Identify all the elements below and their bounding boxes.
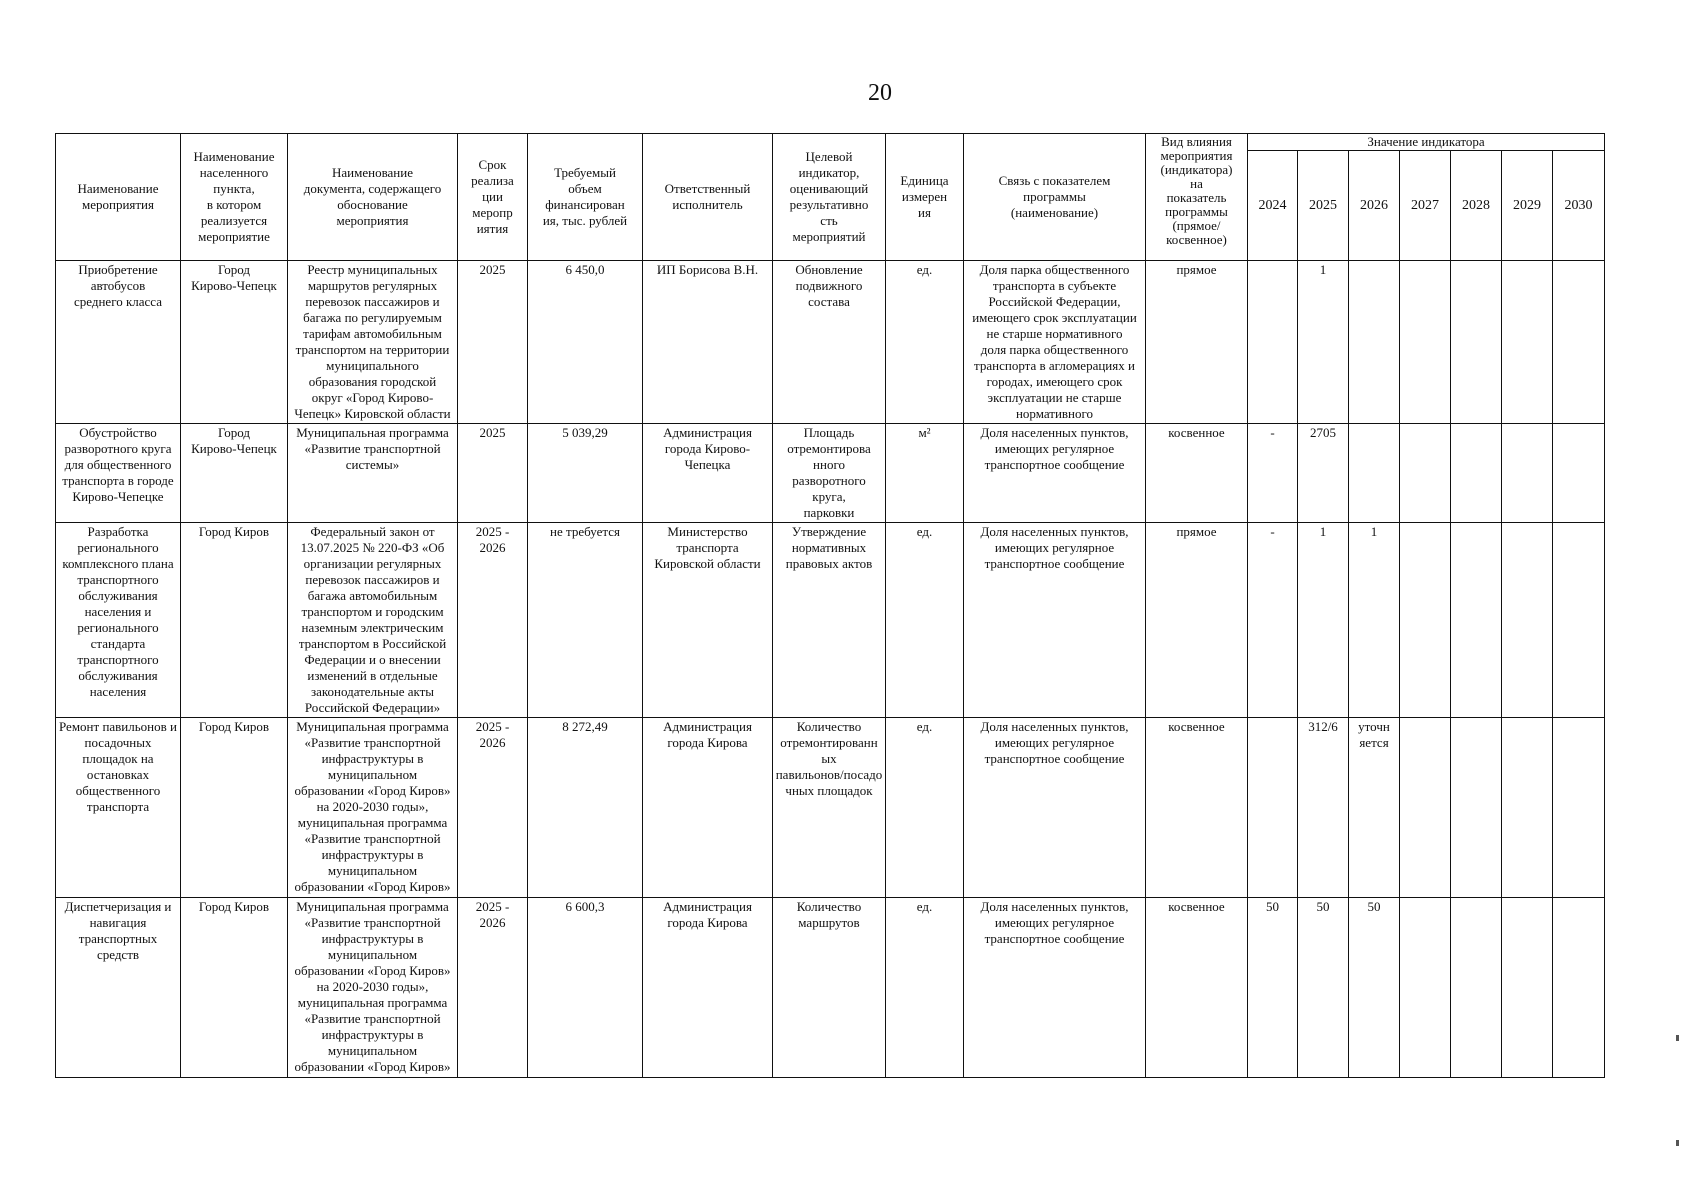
header-year-2030: 2030 xyxy=(1553,151,1605,261)
cell-term: 2025 - 2026 xyxy=(458,523,528,718)
cell-settlement: Город Киров xyxy=(181,523,288,718)
cell-event: Диспетчеризация и навигация транспортных средств xyxy=(56,898,181,1078)
table-row xyxy=(56,424,1605,523)
cell-settlement: Город Кирово-Чепецк xyxy=(181,261,288,424)
cell-value-2027 xyxy=(1400,261,1451,424)
cell-unit: ед. xyxy=(886,718,964,898)
cell-program-link: Доля населенных пунктов, имеющих регулярное транспортное сообщение xyxy=(964,898,1146,1078)
header-unit: Единица измерен ия xyxy=(886,134,964,261)
scan-margin-mark xyxy=(1676,1035,1679,1041)
cell-value-2025: 1 xyxy=(1298,261,1349,424)
cell-executor: Администрация города Кирова xyxy=(643,898,773,1078)
cell-target-indicator: Площадь отремонтирова нного разворотного круга, парковки xyxy=(773,424,886,523)
header-indicator-values: Значение индикатора xyxy=(1248,134,1605,151)
cell-influence: косвенное xyxy=(1146,424,1248,523)
cell-target-indicator: Количество отремонтированн ых павильонов/посадо чных площадок xyxy=(773,718,886,898)
cell-term: 2025 - 2026 xyxy=(458,898,528,1078)
header-document: Наименование документа, содержащего обоснование мероприятия xyxy=(288,134,458,261)
header-year-2024: 2024 xyxy=(1248,151,1298,261)
header-funding: Требуемый объем финансирован ия, тыс. рублей xyxy=(528,134,643,261)
cell-term: 2025 - 2026 xyxy=(458,718,528,898)
cell-value-2029 xyxy=(1502,424,1553,523)
cell-value-2024 xyxy=(1248,261,1298,424)
cell-unit: ед. xyxy=(886,261,964,424)
header-program-link: Связь с показателем программы (наименование) xyxy=(964,134,1146,261)
cell-value-2027 xyxy=(1400,718,1451,898)
cell-funding: 6 450,0 xyxy=(528,261,643,424)
cell-event: Обустройство разворотного круга для общественного транспорта в городе Кирово-Чепецке xyxy=(56,424,181,523)
cell-program-link: Доля населенных пунктов, имеющих регулярное транспортное сообщение xyxy=(964,523,1146,718)
cell-settlement: Город Киров xyxy=(181,718,288,898)
header-year-2028: 2028 xyxy=(1451,151,1502,261)
table-row xyxy=(56,718,1605,898)
cell-event: Ремонт павильонов и посадочных площадок на остановках общественного транспорта xyxy=(56,718,181,898)
cell-executor: Администрация города Кирова xyxy=(643,718,773,898)
cell-program-link: Доля населенных пунктов, имеющих регулярное транспортное сообщение xyxy=(964,718,1146,898)
page-number: 20 xyxy=(868,80,892,106)
cell-event: Приобретение автобусов среднего класса xyxy=(56,261,181,424)
cell-value-2028 xyxy=(1451,523,1502,718)
cell-value-2027 xyxy=(1400,523,1451,718)
cell-document: Муниципальная программа «Развитие транспортной инфраструктуры в муниципальном образовании «Город Киров» на 2020-2030 годы», муниципальная программа «Развитие транспортной инфраструктуры в муниципальном образовании «Город Киров» xyxy=(288,898,458,1078)
cell-funding: 6 600,3 xyxy=(528,898,643,1078)
cell-value-2024: - xyxy=(1248,424,1298,523)
cell-value-2024 xyxy=(1248,718,1298,898)
cell-value-2026: 50 xyxy=(1349,898,1400,1078)
cell-value-2030 xyxy=(1553,424,1605,523)
cell-document: Реестр муниципальных маршрутов регулярных перевозок пассажиров и багажа по регулируемым тарифам автомобильным транспортом на территории муниципального образования городской округ «Город Кирово- Чепецк» Кировской области xyxy=(288,261,458,424)
cell-value-2030 xyxy=(1553,261,1605,424)
header-event: Наименование мероприятия xyxy=(56,134,181,261)
cell-document: Муниципальная программа «Развитие транспортной инфраструктуры в муниципальном образовании «Город Киров» на 2020-2030 годы», муниципальная программа «Развитие транспортной инфраструктуры в муниципальном образовании «Город Киров» xyxy=(288,718,458,898)
header-settlement: Наименование населенного пункта, в котором реализуется мероприятие xyxy=(181,134,288,261)
header-influence: Вид влияния мероприятия (индикатора) на показатель программы (прямое/ косвенное) xyxy=(1146,134,1248,261)
cell-executor: ИП Борисова В.Н. xyxy=(643,261,773,424)
cell-value-2030 xyxy=(1553,523,1605,718)
header-year-2029: 2029 xyxy=(1502,151,1553,261)
cell-value-2026: 1 xyxy=(1349,523,1400,718)
cell-value-2029 xyxy=(1502,898,1553,1078)
header-term: Срок реализа ции меропр иятия xyxy=(458,134,528,261)
cell-value-2025: 50 xyxy=(1298,898,1349,1078)
cell-executor: Министерство транспорта Кировской области xyxy=(643,523,773,718)
cell-target-indicator: Количество маршрутов xyxy=(773,898,886,1078)
cell-funding: 5 039,29 xyxy=(528,424,643,523)
cell-influence: косвенное xyxy=(1146,898,1248,1078)
cell-value-2028 xyxy=(1451,898,1502,1078)
cell-unit: ед. xyxy=(886,898,964,1078)
cell-document: Федеральный закон от 13.07.2025 № 220-ФЗ «Об организации регулярных перевозок пассажиров и багажа автомобильным транспортом и городским наземным электрическим транспортом в Российской Федерации и о внесении изменений в отдельные законодательные акты Российской Федерации» xyxy=(288,523,458,718)
cell-value-2026: уточн яется xyxy=(1349,718,1400,898)
header-target-indicator: Целевой индикатор, оценивающий результативно сть мероприятий xyxy=(773,134,886,261)
cell-influence: косвенное xyxy=(1146,718,1248,898)
table-row xyxy=(56,898,1605,1078)
cell-influence: прямое xyxy=(1146,523,1248,718)
cell-influence: прямое xyxy=(1146,261,1248,424)
cell-value-2025: 312/6 xyxy=(1298,718,1349,898)
table-row xyxy=(56,261,1605,424)
table-row xyxy=(56,523,1605,718)
cell-value-2025: 1 xyxy=(1298,523,1349,718)
cell-value-2028 xyxy=(1451,261,1502,424)
cell-target-indicator: Обновление подвижного состава xyxy=(773,261,886,424)
cell-settlement: Город Кирово-Чепецк xyxy=(181,424,288,523)
cell-value-2024: - xyxy=(1248,523,1298,718)
header-year-2025: 2025 xyxy=(1298,151,1349,261)
cell-executor: Администрация города Кирово- Чепецка xyxy=(643,424,773,523)
cell-value-2026 xyxy=(1349,424,1400,523)
scan-margin-mark xyxy=(1676,1140,1679,1146)
cell-settlement: Город Киров xyxy=(181,898,288,1078)
cell-value-2027 xyxy=(1400,424,1451,523)
cell-target-indicator: Утверждение нормативных правовых актов xyxy=(773,523,886,718)
cell-document: Муниципальная программа «Развитие транспортной системы» xyxy=(288,424,458,523)
cell-program-link: Доля населенных пунктов, имеющих регулярное транспортное сообщение xyxy=(964,424,1146,523)
cell-term: 2025 xyxy=(458,261,528,424)
cell-value-2029 xyxy=(1502,523,1553,718)
cell-value-2025: 2705 xyxy=(1298,424,1349,523)
cell-funding: не требуется xyxy=(528,523,643,718)
cell-unit: ед. xyxy=(886,523,964,718)
events-table xyxy=(55,133,1605,1078)
cell-value-2029 xyxy=(1502,718,1553,898)
cell-value-2027 xyxy=(1400,898,1451,1078)
header-year-2027: 2027 xyxy=(1400,151,1451,261)
cell-value-2028 xyxy=(1451,424,1502,523)
header-year-2026: 2026 xyxy=(1349,151,1400,261)
cell-value-2030 xyxy=(1553,898,1605,1078)
cell-value-2024: 50 xyxy=(1248,898,1298,1078)
cell-term: 2025 xyxy=(458,424,528,523)
cell-value-2029 xyxy=(1502,261,1553,424)
header-executor: Ответственный исполнитель xyxy=(643,134,773,261)
cell-value-2030 xyxy=(1553,718,1605,898)
cell-funding: 8 272,49 xyxy=(528,718,643,898)
cell-value-2028 xyxy=(1451,718,1502,898)
cell-program-link: Доля парка общественного транспорта в субъекте Российской Федерации, имеющего срок эксплуатации не старше нормативного доля парка общественного транспорта в агломерациях и городах, имеющего срок эксплуатации не старше нормативного xyxy=(964,261,1146,424)
cell-unit: м² xyxy=(886,424,964,523)
cell-value-2026 xyxy=(1349,261,1400,424)
cell-event: Разработка регионального комплексного плана транспортного обслуживания населения и регионального стандарта транспортного обслуживания населения xyxy=(56,523,181,718)
